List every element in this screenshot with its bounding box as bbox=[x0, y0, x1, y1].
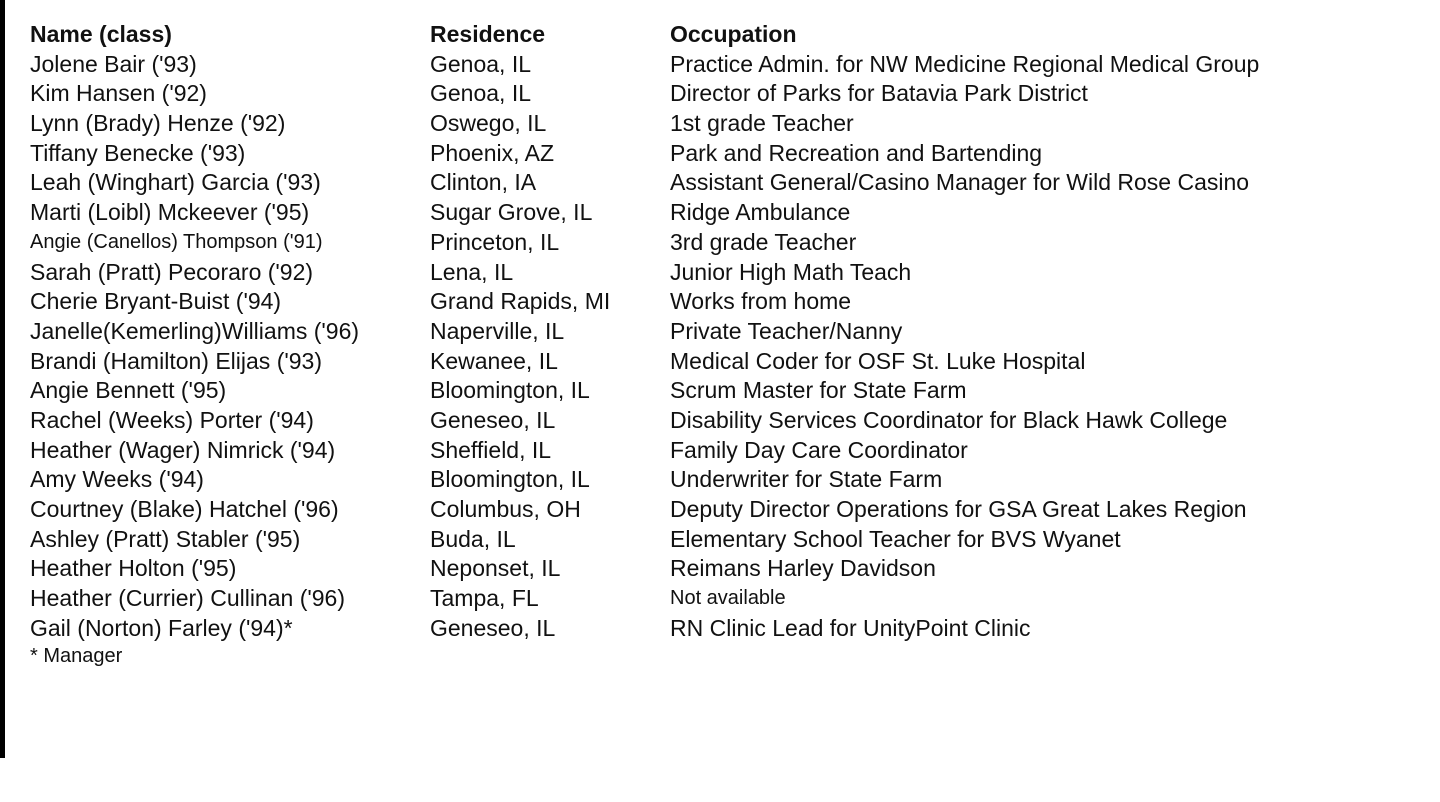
roster-table bbox=[30, 20, 1260, 669]
name-cell: Amy Weeks ('94) bbox=[30, 466, 204, 493]
name-cell: Janelle(Kemerling)Williams ('96) bbox=[30, 317, 360, 344]
residence-cell: Oswego, IL bbox=[430, 110, 547, 137]
table-row bbox=[30, 109, 854, 139]
residence-cell: Grand Rapids, MI bbox=[430, 288, 611, 315]
occupation-cell: Assistant General/Casino Manager for Wild Rose Casino bbox=[670, 169, 1250, 196]
name-cell: Gail (Norton) Farley ('94)* bbox=[30, 614, 293, 641]
residence-cell: Bloomington, IL bbox=[430, 466, 590, 493]
residence-cell: Princeton, IL bbox=[430, 228, 560, 255]
table-row bbox=[30, 614, 1031, 644]
occupation-cell: Director of Parks for Batavia Park District bbox=[670, 80, 1088, 107]
table-row bbox=[30, 347, 1086, 377]
occupation-cell: Reimans Harley Davidson bbox=[670, 555, 936, 582]
name-cell: Lynn (Brady) Henze ('92) bbox=[30, 110, 286, 137]
occupation-cell: Disability Services Coordinator for Black Hawk College bbox=[670, 406, 1228, 433]
occupation-cell: Works from home bbox=[670, 288, 852, 315]
occupation-cell: 1st grade Teacher bbox=[670, 110, 854, 137]
residence-cell: Genoa, IL bbox=[430, 50, 532, 77]
occupation-cell: Practice Admin. for NW Medicine Regional Medical Group bbox=[670, 50, 1260, 77]
table-row bbox=[30, 584, 786, 614]
name-cell: Kim Hansen ('92) bbox=[30, 80, 207, 107]
occupation-cell: Not available bbox=[670, 587, 786, 610]
occupation-cell: Private Teacher/Nanny bbox=[670, 317, 903, 344]
name-cell: Rachel (Weeks) Porter ('94) bbox=[30, 406, 314, 433]
residence-cell: Kewanee, IL bbox=[430, 347, 558, 374]
table-row bbox=[30, 406, 1228, 436]
name-cell: Ashley (Pratt) Stabler ('95) bbox=[30, 525, 301, 552]
table-row bbox=[30, 79, 1088, 109]
residence-cell: Clinton, IA bbox=[430, 169, 537, 196]
table-row bbox=[30, 228, 857, 258]
name-cell: Angie (Canellos) Thompson ('91) bbox=[30, 230, 323, 253]
name-cell: Angie Bennett ('95) bbox=[30, 377, 227, 404]
table-row bbox=[30, 317, 903, 347]
residence-cell: Sugar Grove, IL bbox=[430, 199, 593, 226]
name-cell: Tiffany Benecke ('93) bbox=[30, 139, 246, 166]
residence-column-header: Residence bbox=[430, 21, 546, 47]
residence-cell: Buda, IL bbox=[430, 525, 516, 552]
name-cell: Heather (Wager) Nimrick ('94) bbox=[30, 436, 336, 463]
table-row bbox=[30, 139, 1043, 169]
residence-cell: Bloomington, IL bbox=[430, 377, 590, 404]
occupation-cell: RN Clinic Lead for UnityPoint Clinic bbox=[670, 614, 1031, 641]
table-row bbox=[30, 495, 1247, 525]
residence-cell: Columbus, OH bbox=[430, 496, 581, 522]
name-cell: Heather (Currier) Cullinan ('96) bbox=[30, 585, 345, 612]
occupation-cell: Ridge Ambulance bbox=[670, 199, 851, 226]
table-row bbox=[30, 554, 936, 584]
occupation-cell: Elementary School Teacher for BVS Wyanet bbox=[670, 525, 1121, 552]
table-row bbox=[30, 168, 1250, 198]
occupation-cell: Junior High Math Teach bbox=[670, 258, 912, 285]
left-edge-bar bbox=[0, 0, 5, 758]
manager-footnote: * Manager bbox=[30, 645, 123, 668]
residence-cell: Neponset, IL bbox=[430, 555, 561, 582]
table-row bbox=[30, 525, 1121, 555]
name-cell: Sarah (Pratt) Pecoraro ('92) bbox=[30, 258, 314, 285]
occupation-cell: Deputy Director Operations for GSA Great Lakes Region bbox=[670, 496, 1247, 522]
name-cell: Courtney (Blake) Hatchel ('96) bbox=[30, 496, 339, 522]
table-row bbox=[30, 50, 1260, 80]
table-row bbox=[30, 198, 851, 228]
table-row bbox=[30, 258, 912, 288]
occupation-cell: Underwriter for State Farm bbox=[670, 466, 943, 493]
occupation-cell: Family Day Care Coordinator bbox=[670, 436, 968, 463]
residence-cell: Tampa, FL bbox=[430, 585, 539, 612]
residence-cell: Geneseo, IL bbox=[430, 406, 556, 433]
residence-cell: Sheffield, IL bbox=[430, 436, 552, 463]
name-cell: Brandi (Hamilton) Elijas ('93) bbox=[30, 347, 322, 374]
occupation-cell: Medical Coder for OSF St. Luke Hospital bbox=[670, 347, 1086, 374]
residence-cell: Phoenix, AZ bbox=[430, 139, 555, 166]
occupation-column-header: Occupation bbox=[670, 21, 797, 47]
residence-cell: Genoa, IL bbox=[430, 80, 532, 107]
header-row bbox=[30, 20, 797, 50]
name-cell: Cherie Bryant-Buist ('94) bbox=[30, 288, 282, 315]
table-row bbox=[30, 436, 968, 466]
name-cell: Jolene Bair ('93) bbox=[30, 50, 197, 77]
occupation-cell: Scrum Master for State Farm bbox=[670, 377, 967, 404]
residence-cell: Naperville, IL bbox=[430, 317, 565, 344]
name-cell: Leah (Winghart) Garcia ('93) bbox=[30, 169, 321, 196]
table-row bbox=[30, 287, 852, 317]
table-row bbox=[30, 376, 967, 406]
table-row bbox=[30, 465, 943, 495]
name-column-header: Name (class) bbox=[30, 21, 172, 47]
residence-cell: Geneseo, IL bbox=[430, 614, 556, 641]
name-cell: Marti (Loibl) Mckeever ('95) bbox=[30, 199, 310, 226]
occupation-cell: Park and Recreation and Bartending bbox=[670, 139, 1043, 166]
name-cell: Heather Holton ('95) bbox=[30, 555, 237, 582]
residence-cell: Lena, IL bbox=[430, 258, 514, 285]
occupation-cell: 3rd grade Teacher bbox=[670, 228, 857, 255]
